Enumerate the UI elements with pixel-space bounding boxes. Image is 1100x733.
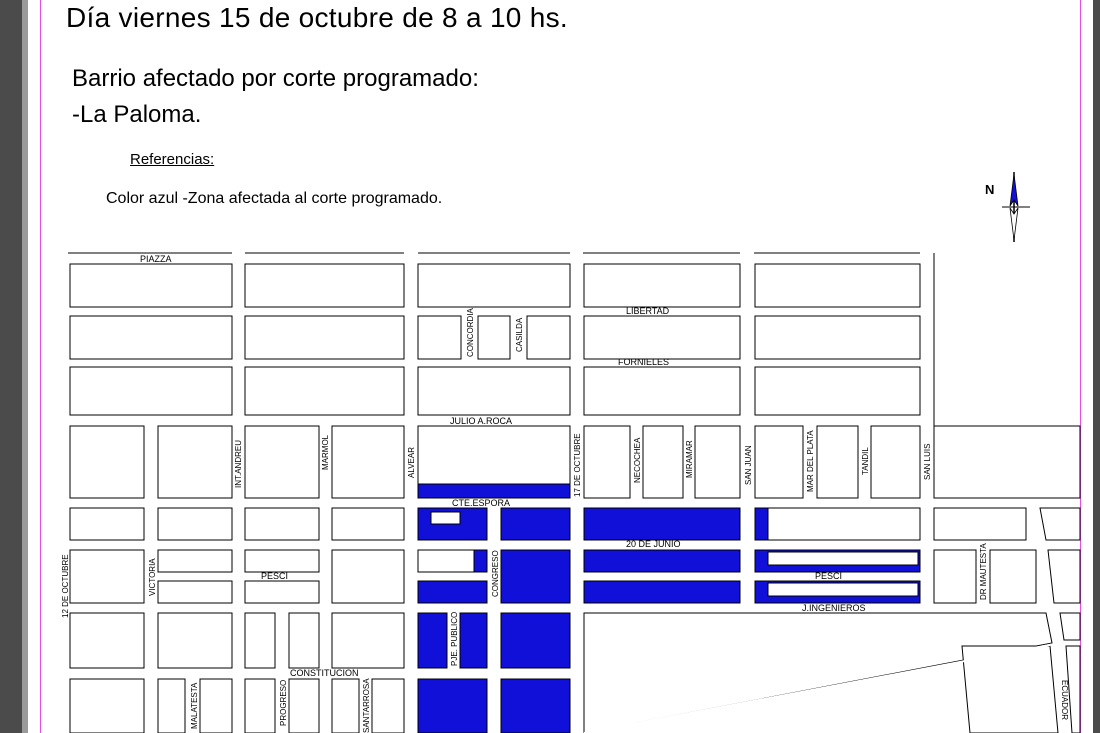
city-block [584,367,740,415]
street-label-12-de-octubre: 12 DE OCTUBRE [61,554,70,618]
street-label-victoria: VICTORIA [148,558,157,596]
references-description: Color azul -Zona afectada al corte programado. [106,190,443,207]
street-label-casilda: CASILDA [515,317,524,352]
city-block [584,426,630,498]
city-block [755,367,920,415]
city-block [332,426,404,498]
street-label-dr-mautesta: DR MAUTESTA [979,543,988,600]
affected-area [501,679,570,733]
street-label-libertad: LIBERTAD [626,306,670,316]
city-block [245,581,319,603]
street-label-mar-del-plata: MAR DEL PLATA [806,430,815,492]
street-label-j-ingenieros: J.INGENIEROS [802,603,866,613]
affected-area [501,613,570,668]
city-block [755,316,920,359]
street-label-marmol: MARMOL [321,434,330,470]
street-label-pesci-left: PESCI [261,571,289,581]
city-block [418,264,570,307]
affected-area [584,581,740,603]
street-label-miramar: MIRAMAR [685,440,694,478]
street-label-progreso: PROGRESO [279,679,288,726]
affected-area [501,550,570,603]
street-label-ecuador: ECUADOR [1060,680,1069,721]
street-label-piazza: PIAZZA [140,254,172,264]
city-block [934,508,1026,540]
city-block [695,426,740,498]
city-block [245,613,275,668]
street-label-pesci-right: PESCI [815,571,843,581]
affected-area [501,508,570,540]
street-label-constitucion: CONSTITUCION [290,668,359,678]
city-block [934,550,976,603]
city-block [245,316,404,359]
city-block [245,508,319,540]
affected-area [418,484,570,498]
city-block [418,316,461,359]
city-block [755,508,920,540]
city-block [70,264,232,307]
city-block [158,581,232,603]
city-block [1060,613,1080,640]
city-block [289,613,319,668]
city-block [934,426,1080,498]
city-block [70,508,144,540]
city-block [332,679,359,733]
city-block [245,367,404,415]
city-block [1048,550,1080,603]
city-block [1040,508,1080,540]
city-block [200,679,232,733]
page-title: Día viernes 15 de octubre de 8 a 10 hs. [66,2,569,33]
city-block [478,316,510,359]
street-label-concordia: CONCORDIA [466,308,475,357]
affected-neighborhood: -La Paloma. [72,101,202,128]
city-block [70,316,232,359]
city-block [332,508,404,540]
compass-north-label: N [985,182,995,197]
street-label-julio-roca: JULIO A.ROCA [450,416,513,426]
city-block [245,426,319,498]
city-block [527,316,570,359]
city-block [158,426,232,498]
city-block [158,550,232,572]
city-block [332,550,404,603]
affected-area [474,550,487,572]
city-block [332,613,404,668]
street-label-17-de-octubre: 17 DE OCTUBRE [573,433,582,497]
street-label-20-de-junio: 20 DE JUNIO [626,539,681,549]
street-label-fornieles: FORNIELES [618,357,670,367]
affected-area [460,613,487,668]
street-label-necochea: NECOCHEA [633,437,642,483]
city-block [584,316,740,359]
street-label-malatesta: MALATESTA [190,682,199,729]
references-title: Referencias: [130,151,215,168]
city-block [817,426,858,498]
city-block [755,264,920,307]
street-label-tandil: TANDIL [861,447,870,475]
street-label-cte-espora: CTE.ESPORA [452,498,511,508]
city-block [70,679,144,733]
city-block [755,426,803,498]
city-block [158,679,185,733]
street-label-pje-publico: PJE. PUBLICO [450,611,459,666]
affected-area [584,550,740,572]
street-label-san-juan: SAN JUAN [744,445,753,485]
affected-area [418,613,447,668]
city-block [70,367,232,415]
affected-area [755,508,768,540]
affected-neighborhood-heading: Barrio afectado por corte programado: [72,65,479,92]
city-block [245,550,319,572]
city-block [418,367,570,415]
affected-area [418,679,487,733]
city-block [70,426,144,498]
street-label-congreso: CONGRESO [491,550,500,597]
affected-area [418,581,487,603]
street-label-santarrosa: SANTARROSA [362,678,371,733]
city-block [289,679,319,733]
street-label-alvear: ALVEAR [407,447,416,478]
city-block [871,426,920,498]
city-block [643,426,683,498]
affected-area [584,508,740,540]
city-block [70,550,144,603]
city-block [990,550,1036,603]
street-label-int-andreu: INT.ANDREU [234,439,243,488]
city-block [372,679,404,733]
city-block [245,679,275,733]
city-block [158,613,232,668]
city-block [584,264,740,307]
city-block [245,264,404,307]
street-label-san-luis: SAN LUIS [923,443,932,480]
city-block [158,508,232,540]
city-block [70,613,144,668]
